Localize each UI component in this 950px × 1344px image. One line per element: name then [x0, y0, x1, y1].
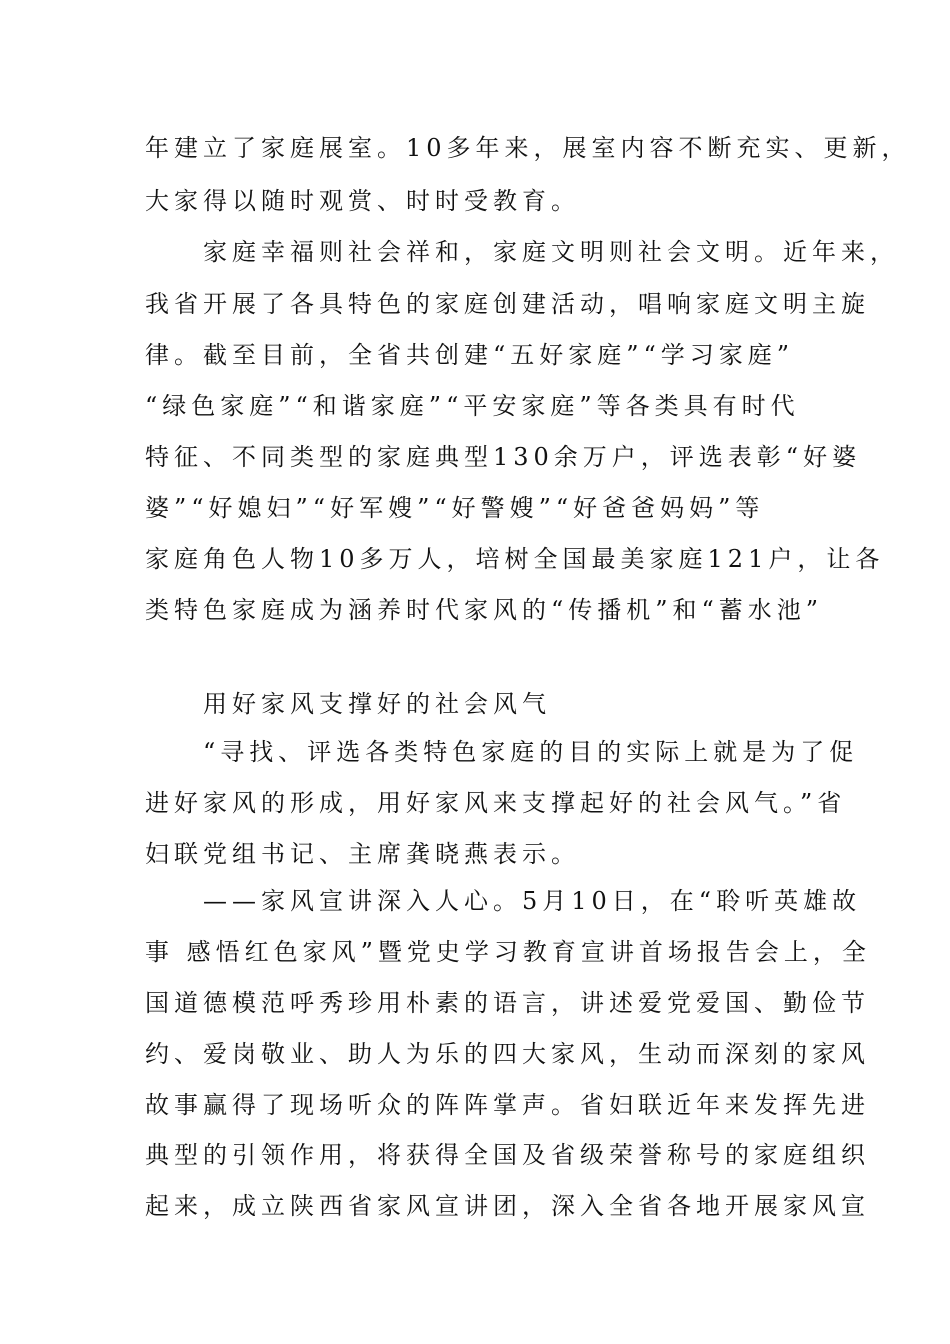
text-line: 年建立了家庭展室。10多年来，展室内容不断充实、更新， [145, 134, 911, 162]
text-line: 家庭幸福则社会祥和，家庭文明则社会文明。近年来， [145, 238, 899, 266]
text-line: 大家得以随时观赏、时时受教育。 [145, 187, 580, 215]
section-heading: 用好家风支撑好的社会风气 [145, 690, 551, 718]
text-line: 约、爱岗敬业、助人为乐的四大家风，生动而深刻的家风 [145, 1040, 870, 1068]
text-line: 起来，成立陕西省家风宣讲团，深入全省各地开展家风宣 [145, 1192, 870, 1220]
text-line: “绿色家庭”“和谐家庭”“平安家庭”等各类具有时代 [145, 392, 800, 420]
text-line: ——家风宣讲深入人心。5月10日，在“聆听英雄故 [145, 887, 862, 915]
text-line: 事 感悟红色家风”暨党史学习教育宣讲首场报告会上，全 [145, 938, 871, 966]
text-line: 故事赢得了现场听众的阵阵掌声。省妇联近年来发挥先进 [145, 1091, 870, 1119]
text-line: 国道德模范呼秀珍用朴素的语言，讲述爱党爱国、勤俭节 [145, 989, 870, 1017]
text-line: 律。截至目前，全省共创建“五好家庭”“学习家庭” [145, 341, 795, 369]
text-line: 类特色家庭成为涵养时代家风的“传播机”和“蓄水池” [145, 596, 824, 624]
text-line: 进好家风的形成，用好家风来支撑起好的社会风气。”省 [145, 789, 847, 817]
text-line: 家庭角色人物10多万人，培树全国最美家庭121户，让各 [145, 545, 885, 573]
text-line: 我省开展了各具特色的家庭创建活动，唱响家庭文明主旋 [145, 290, 870, 318]
text-line: 特征、不同类型的家庭典型130余万户，评选表彰“好婆 [145, 443, 862, 471]
text-line: 婆”“好媳妇”“好军嫂”“好警嫂”“好爸爸妈妈”等 [145, 494, 765, 522]
text-line: 妇联党组书记、主席龚晓燕表示。 [145, 840, 580, 868]
text-line: 典型的引领作用，将获得全国及省级荣誉称号的家庭组织 [145, 1141, 870, 1169]
text-line: “寻找、评选各类特色家庭的目的实际上就是为了促 [145, 738, 859, 766]
